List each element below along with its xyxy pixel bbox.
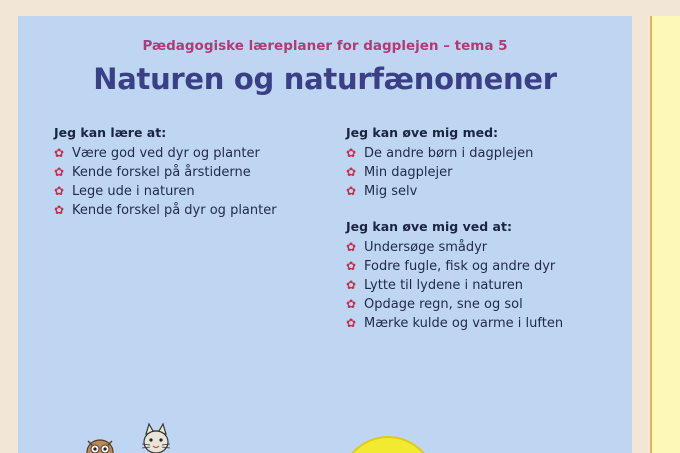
adjacent-page (650, 16, 680, 453)
list-item-label: De andre børn i dagplejen (364, 146, 534, 161)
flower-icon: ✿ (54, 165, 65, 179)
list-item-label: Lytte til lydene i naturen (364, 278, 524, 293)
list-item-label: Min dagplejer (364, 165, 453, 180)
list-item-label: Være god ved dyr og planter (72, 146, 260, 161)
practice-with-heading: Jeg kan øve mig med: (346, 125, 499, 140)
list-item (346, 257, 563, 276)
list-item-label: Mærke kulde og varme i luften (364, 316, 564, 331)
learn-list (54, 144, 277, 220)
poster-subtitle: Pædagogiske læreplaner for dagplejen – tema 5 (142, 38, 508, 54)
list-item-label: Undersøge smådyr (364, 240, 488, 255)
learn-section (54, 124, 277, 220)
practice-by-list (346, 238, 563, 333)
flower-icon: ✿ (54, 184, 65, 198)
flower-icon: ✿ (54, 146, 65, 160)
flower-icon: ✿ (346, 297, 357, 311)
list-item (54, 144, 277, 163)
flower-icon: ✿ (346, 165, 357, 179)
sun-illustration (340, 436, 436, 453)
list-item-label: Lege ude i naturen (72, 184, 195, 199)
list-item-label: Fodre fugle, fisk og andre dyr (364, 259, 556, 274)
list-item (346, 182, 563, 201)
list-item (346, 163, 563, 182)
list-item (54, 182, 277, 201)
list-item (346, 295, 563, 314)
list-item (346, 144, 563, 163)
flower-icon: ✿ (346, 240, 357, 254)
flower-icon: ✿ (346, 278, 357, 292)
learn-heading: Jeg kan lære at: (54, 125, 167, 140)
list-item-label: Kende forskel på årstiderne (72, 165, 251, 180)
flower-icon: ✿ (54, 203, 65, 217)
flower-icon: ✿ (346, 146, 357, 160)
practice-with-list (346, 144, 563, 201)
list-item (54, 201, 277, 220)
flower-icon: ✿ (346, 259, 357, 273)
animal-illustration (136, 420, 176, 453)
list-item-label: Opdage regn, sne og sol (364, 297, 523, 312)
list-item-label: Kende forskel på dyr og planter (72, 203, 277, 218)
list-item (346, 238, 563, 257)
practice-by-heading: Jeg kan øve mig ved at: (346, 219, 512, 234)
owl-illustration (84, 435, 116, 453)
practice-section (346, 124, 563, 333)
list-item (346, 276, 563, 295)
poster-title: Naturen og naturfænomener (93, 62, 557, 96)
list-item (346, 314, 563, 333)
list-item (54, 163, 277, 182)
flower-icon: ✿ (346, 184, 357, 198)
poster-panel (18, 16, 632, 453)
flower-icon: ✿ (346, 316, 357, 330)
list-item-label: Mig selv (364, 184, 418, 199)
